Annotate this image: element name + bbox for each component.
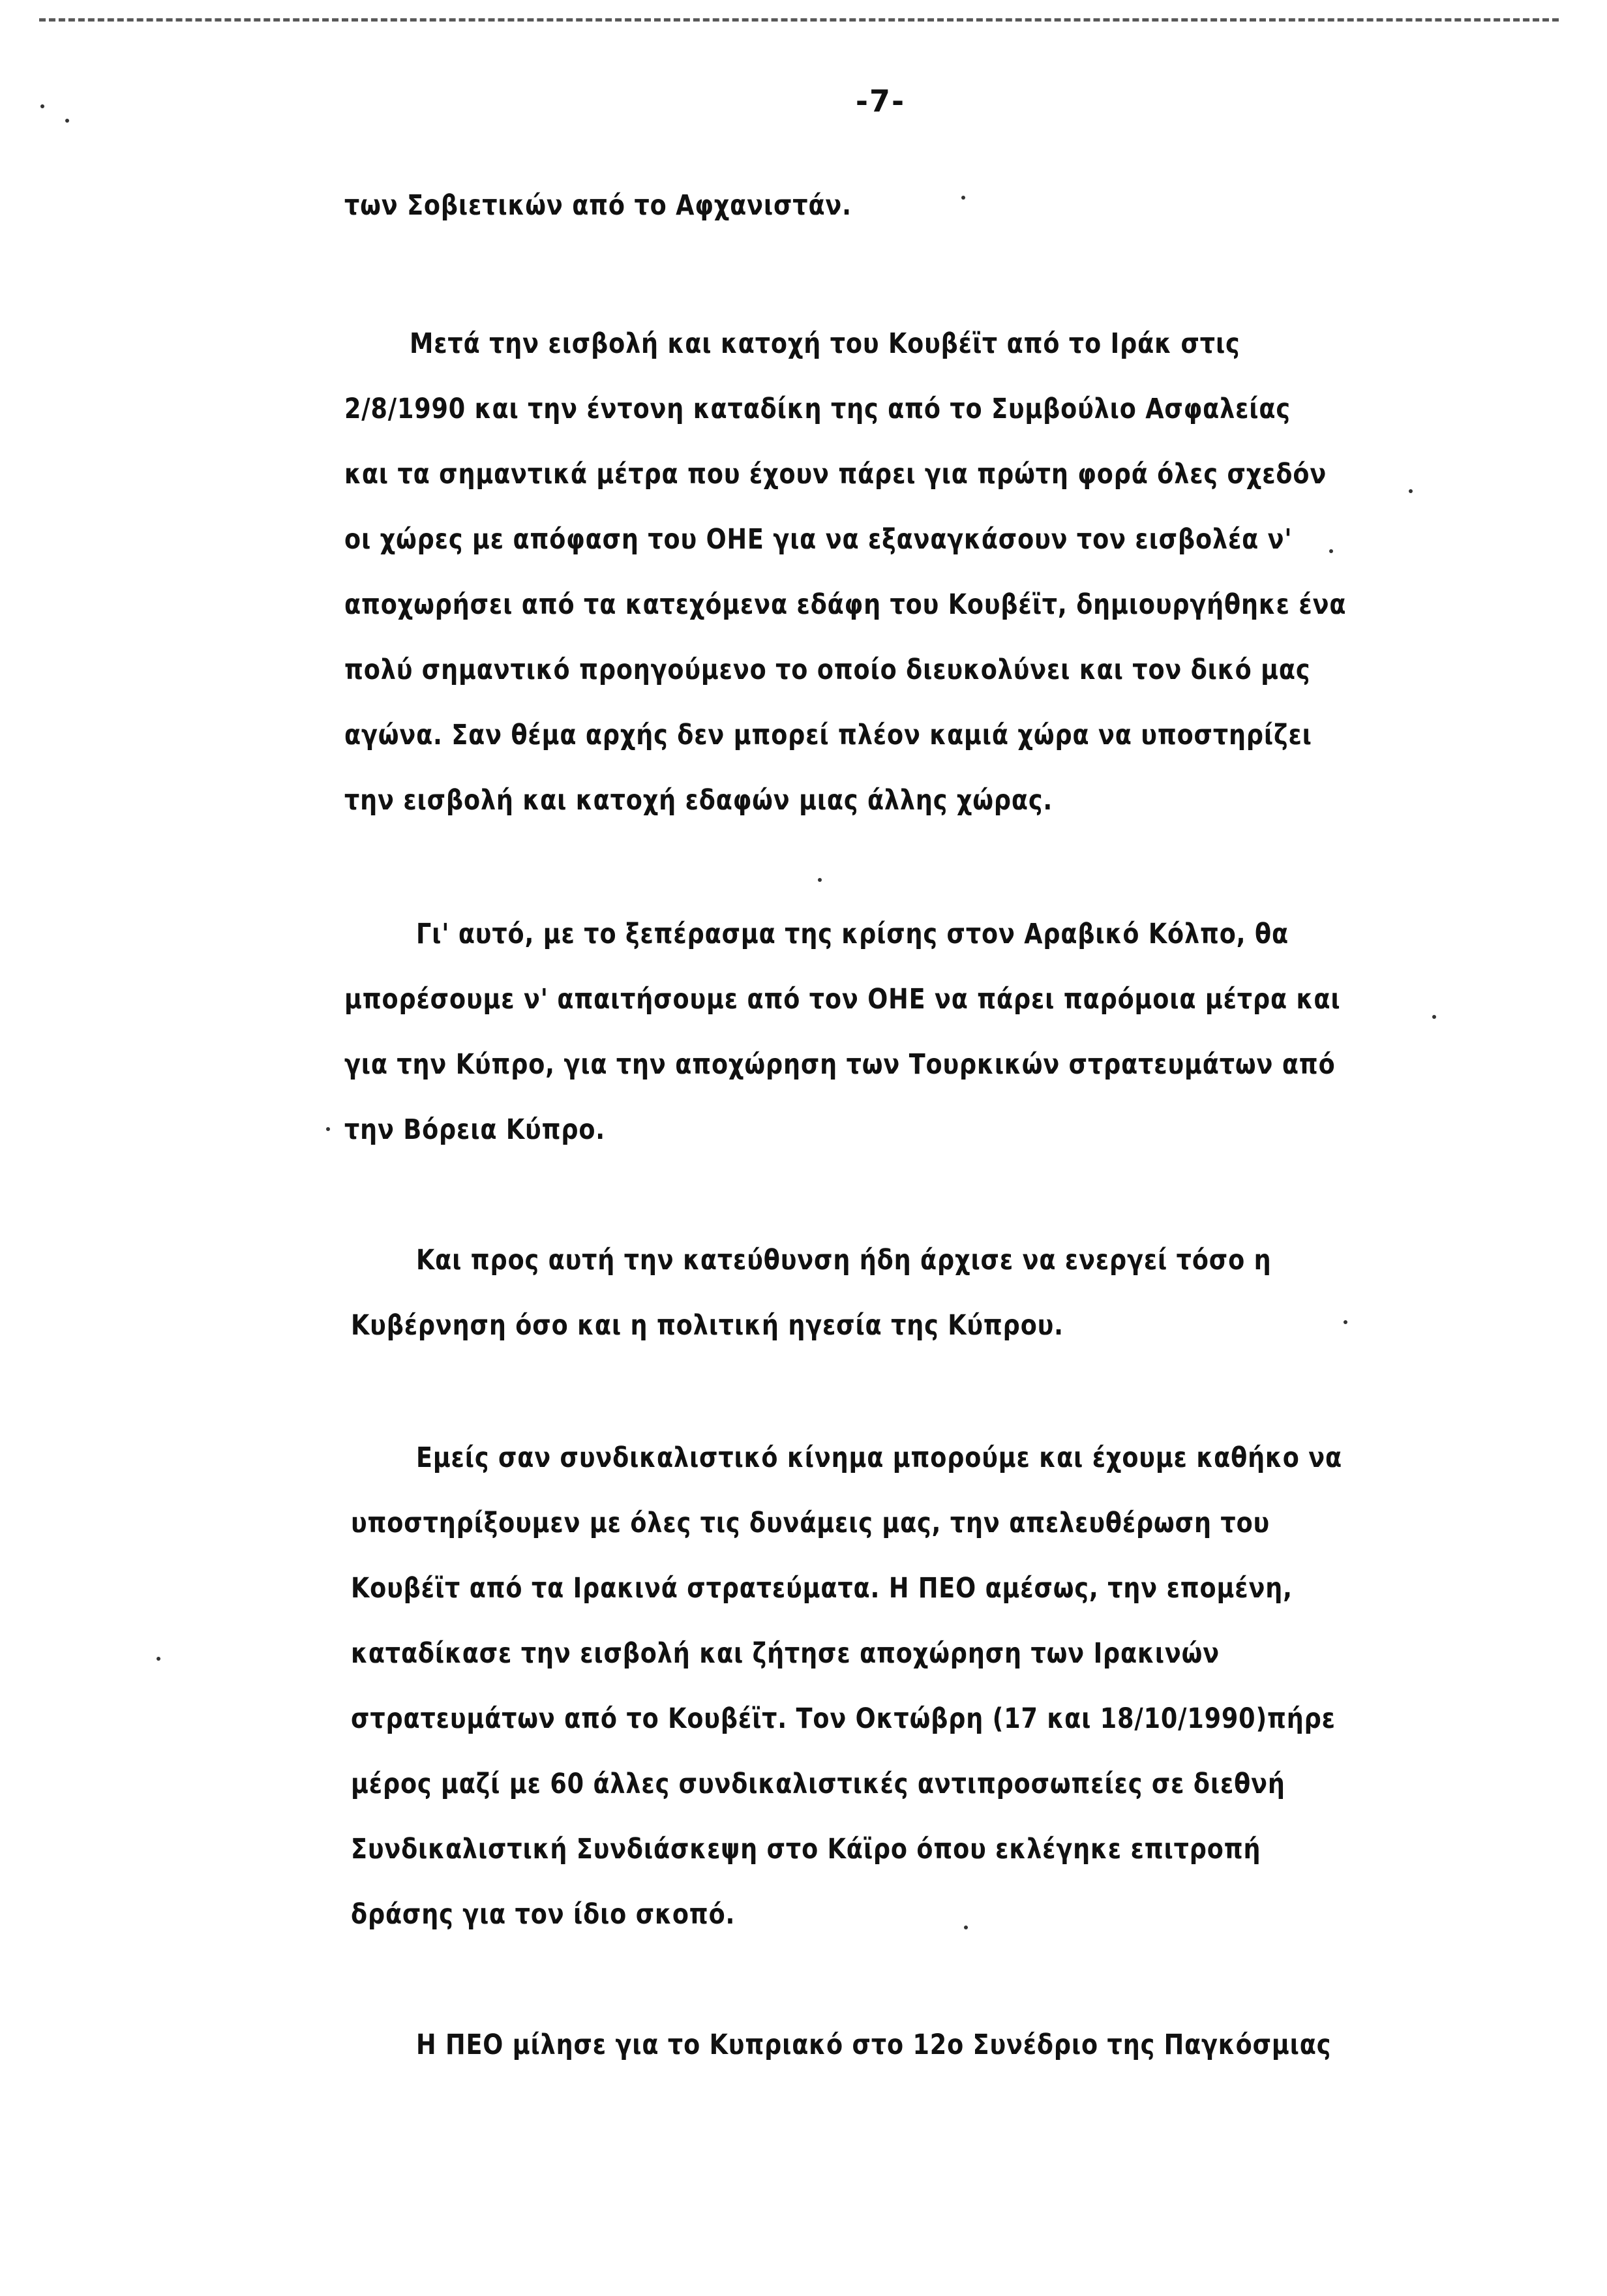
scan-speck — [157, 1657, 160, 1661]
text-line: στρατευμάτων από το Κουβέϊτ. Τον Οκτώβρη (17 και 18/10/1990)πήρε — [351, 1702, 1336, 1735]
text-line: Η ΠΕΟ μίλησε για το Κυπριακό στο 12ο Συνέδριο της Παγκόσμιας — [416, 2029, 1332, 2061]
text-line: Μετά την εισβολή και κατοχή του Κουβέϊτ από το Ιράκ στις — [410, 327, 1240, 360]
scan-speck — [1432, 1015, 1436, 1019]
text-line: Κουβέϊτ από τα Ιρακινά στρατεύματα. Η ΠΕΟ αμέσως, την επομένη, — [351, 1572, 1293, 1605]
text-line: αποχωρήσει από τα κατεχόμενα εδάφη του Κουβέϊτ, δημιουργήθηκε ένα — [344, 588, 1347, 621]
scan-speck — [1329, 549, 1333, 553]
text-line: Συνδικαλιστική Συνδιάσκεψη στο Κάϊρο όπου εκλέγηκε επιτροπή — [351, 1833, 1261, 1865]
text-line: αγώνα. Σαν θέμα αρχής δεν μπορεί πλέον καμιά χώρα να υποστηρίζει — [344, 719, 1312, 751]
scan-speck — [1344, 1320, 1347, 1324]
scan-speck — [818, 878, 822, 882]
text-line: οι χώρες με απόφαση του ΟΗΕ για να εξαναγκάσουν τον εισβολέα ν' — [344, 523, 1293, 556]
text-line: Εμείς σαν συνδικαλιστικό κίνημα μπορούμε και έχουμε καθήκο να — [416, 1442, 1343, 1474]
scan-speck — [40, 104, 44, 108]
text-line: για την Κύπρο, για την αποχώρηση των Τουρκικών στρατευμάτων από — [344, 1048, 1336, 1081]
text-line: μέρος μαζί με 60 άλλες συνδικαλιστικές αντιπροσωπείες σε διεθνή — [351, 1768, 1285, 1800]
scan-speck — [1409, 489, 1413, 493]
text-line: 2/8/1990 και την έντονη καταδίκη της από το Συμβούλιο Ασφαλείας — [344, 393, 1291, 425]
text-line: Γι' αυτό, με το ξεπέρασμα της κρίσης στον Αραβικό Κόλπο, θα — [416, 918, 1289, 950]
scan-speck — [326, 1127, 330, 1131]
text-line: Κυβέρνηση όσο και η πολιτική ηγεσία της Κύπρου. — [351, 1309, 1064, 1342]
text-line: πολύ σημαντικό προηγούμενο το οποίο διευκολύνει και τον δικό μας — [344, 654, 1311, 686]
text-line: και τα σημαντικά μέτρα που έχουν πάρει για πρώτη φορά όλες σχεδόν — [344, 458, 1327, 491]
scan-speck — [65, 119, 69, 123]
text-line: μπορέσουμε ν' απαιτήσουμε από τον ΟΗΕ να πάρει παρόμοια μέτρα και — [344, 983, 1341, 1016]
scan-speck — [961, 196, 965, 200]
text-line: Και προς αυτή την κατεύθυνση ήδη άρχισε να ενεργεί τόσο η — [416, 1244, 1272, 1276]
top-scan-rule — [39, 18, 1559, 22]
text-line: υποστηρίξουμεν με όλες τις δυνάμεις μας, την απελευθέρωση του — [351, 1507, 1270, 1539]
scan-speck — [964, 1926, 968, 1929]
text-line: την εισβολή και κατοχή εδαφών μιας άλλης χώρας. — [344, 784, 1053, 817]
text-line: καταδίκασε την εισβολή και ζήτησε αποχώρηση των Ιρακινών — [351, 1637, 1220, 1670]
text-line: των Σοβιετικών από το Αφχανιστάν. — [344, 189, 852, 222]
page-number: -7- — [855, 83, 906, 119]
text-line: την Βόρεια Κύπρο. — [344, 1113, 606, 1146]
text-line: δράσης για τον ίδιο σκοπό. — [351, 1898, 736, 1931]
